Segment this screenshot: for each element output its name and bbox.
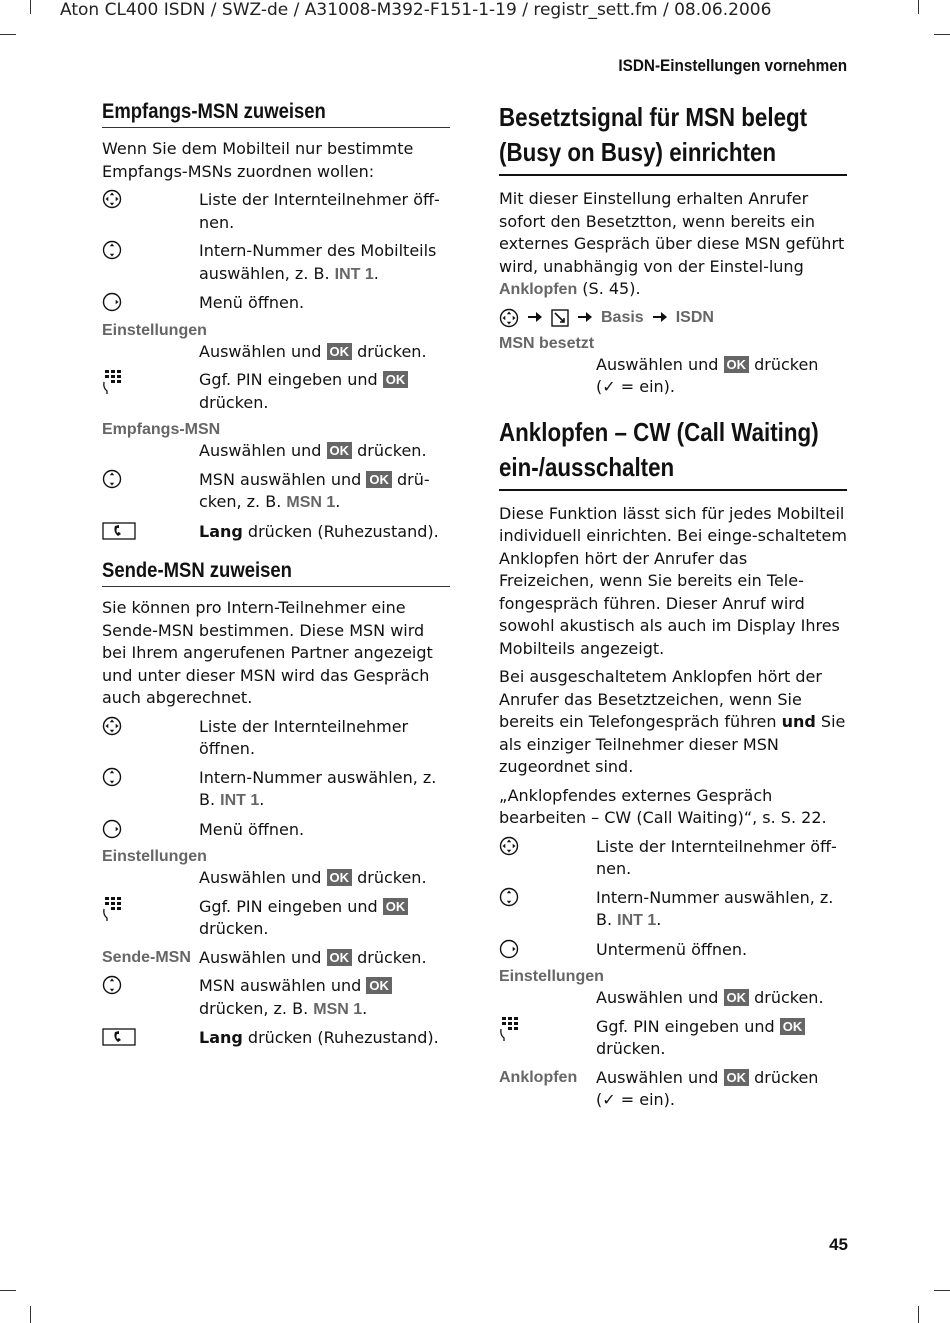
end-call-icon <box>102 521 199 541</box>
heading-busy-on-busy: Besetztsignal für MSN belegt (Busy on Busy) einrichten <box>499 100 847 176</box>
paragraph: Diese Funktion lässt sich für jedes Mobilteil individuell einrichten. Bei einge-schaltetem Anklopfen hört der Anrufer das Freizeichen, wenn Sie bereits ein Tele-fongespräch führen. Dieser Anruf wird sowohl akustisch als auch im Display Ihres Mobilteils angezeigt. <box>499 503 847 658</box>
step-row <box>102 469 450 515</box>
step-row <box>102 240 450 286</box>
ok-key: OK <box>327 343 353 360</box>
menu-label-msn-besetzt: MSN besetzt <box>499 334 595 352</box>
document-info-header: Aton CL400 ISDN / SWZ-de / A31008-M392-F151-1-19 / registr_sett.fm / 08.06.2006 <box>60 0 772 20</box>
nav-key-icon <box>499 308 519 328</box>
paragraph: „Anklopfendes externes Gespräch bearbeiten – CW (Call Waiting)“, s. S. 22. <box>499 785 827 827</box>
ok-key: OK <box>327 442 353 459</box>
crop-mark <box>0 1290 16 1291</box>
step-text: Auswählen und OK drücken. <box>199 441 427 460</box>
left-column <box>102 100 450 1056</box>
paragraph: Bei ausgeschaltetem Anklopfen hört der Anrufer das Besetztzeichen, wenn Sie bereits ein Telefongespräch führen und Sie als einziger Teilnehmer dieser MSN zugeordnet sind. <box>499 667 846 776</box>
step-row <box>102 369 450 414</box>
keypad-icon <box>102 369 199 395</box>
step-row <box>102 947 450 970</box>
nav-key-icon <box>499 939 596 959</box>
ok-key: OK <box>366 977 392 994</box>
step-text: MSN auswählen und OK drücken, z. B. MSN 1. <box>199 975 450 1021</box>
nav-key-icon <box>102 189 199 209</box>
arrow-icon <box>527 308 543 327</box>
nav-key-icon <box>102 767 199 787</box>
nav-key-icon <box>499 887 596 907</box>
step-row <box>499 987 847 1010</box>
ok-key: OK <box>724 1069 750 1086</box>
step-text: Auswählen und OK drücken. <box>199 947 427 967</box>
step-row <box>102 189 450 234</box>
arrow-icon <box>652 308 668 327</box>
crop-mark <box>934 1290 950 1291</box>
step-text: Auswählen und OK drücken. <box>596 988 824 1007</box>
navigation-path <box>499 308 847 328</box>
step-text: MSN auswählen und OK drü-cken, z. B. MSN 1. <box>199 469 430 511</box>
step-text: Lang drücken (Ruhezustand). <box>199 521 439 541</box>
nav-key-icon <box>102 819 199 839</box>
step-row <box>499 836 847 881</box>
step-row <box>499 354 847 399</box>
step-text: Auswählen und OK drücken. <box>199 341 427 361</box>
display-text: INT 1 <box>617 912 657 929</box>
arrow-icon <box>577 308 593 327</box>
ok-key: OK <box>366 471 392 488</box>
intro-text: Mit dieser Einstellung erhalten Anrufer sofort den Besetztton, wenn bereits ein externes Gespräch über diese MSN geführt wird, unabhängig von der Einstel-lung Anklopfen (S. 45). <box>499 189 845 298</box>
section-title: ISDN-Einstellungen vornehmen <box>618 56 847 75</box>
ok-key: OK <box>780 1018 806 1035</box>
step-row <box>102 716 450 761</box>
display-text: Anklopfen <box>499 281 578 298</box>
menu-label-einstellungen: Einstellungen <box>102 848 207 865</box>
keypad-icon <box>102 896 199 922</box>
ok-key: OK <box>724 989 750 1006</box>
checkmark-icon: ✓ <box>602 1090 616 1109</box>
step-text: Intern-Nummer des Mobilteils auswählen, z. B. INT 1. <box>199 241 437 283</box>
step-row <box>102 975 450 1021</box>
step-text: Auswählen und OK drücken (✓ = ein). <box>596 354 819 396</box>
intro-text: Sie können pro Intern-Teilnehmer eine Sende-MSN bestimmen. Diese MSN wird bei Ihrem angerufenen Partner angezeigt und unter dieser MSN wird das Gespräch auch abgerechnet. <box>102 598 433 707</box>
step-text: Intern-Nummer auswählen, z. B. INT 1. <box>596 887 834 929</box>
menu-label-einstellungen: Einstellungen <box>499 968 604 985</box>
step-text: Menü öffnen. <box>199 293 305 312</box>
crop-mark <box>918 1306 919 1323</box>
menu-label-empfangs-msn: Empfangs-MSN <box>102 421 221 438</box>
step-row <box>499 939 847 962</box>
display-text: MSN 1 <box>286 494 336 511</box>
step-row <box>102 867 450 890</box>
display-text: MSN 1 <box>313 1000 363 1018</box>
keypad-icon <box>499 1016 596 1042</box>
step-row <box>102 819 450 842</box>
end-call-icon <box>102 1027 199 1047</box>
step-text: Untermenü öffnen. <box>596 939 748 959</box>
page-number: 45 <box>829 1235 848 1254</box>
heading-empfangs-msn: Empfangs-MSN zuweisen <box>102 100 450 128</box>
step-row <box>102 440 450 463</box>
ok-key: OK <box>383 371 409 388</box>
step-text: Ggf. PIN eingeben und OK drücken. <box>199 896 450 941</box>
step-text: Lang drücken (Ruhezustand). <box>199 1028 439 1047</box>
step-row <box>102 521 450 544</box>
crop-mark <box>30 0 31 14</box>
step-row <box>102 341 450 364</box>
ok-key: OK <box>383 898 409 915</box>
nav-key-icon <box>102 716 199 736</box>
step-row <box>102 292 450 315</box>
nav-key-icon <box>102 240 199 260</box>
menu-label-einstellungen: Einstellungen <box>102 321 207 339</box>
menu-item-isdn: ISDN <box>675 308 714 326</box>
nav-key-icon <box>102 292 199 312</box>
heading-anklopfen: Anklopfen – CW (Call Waiting) ein-/ausschalten <box>499 415 847 491</box>
heading-sende-msn: Sende-MSN zuweisen <box>102 559 450 587</box>
crop-mark <box>30 1306 31 1323</box>
menu-label-anklopfen: Anklopfen <box>499 1068 578 1086</box>
checkmark-icon: ✓ <box>602 377 616 396</box>
menu-item-basis: Basis <box>601 308 644 326</box>
step-row <box>102 1027 450 1050</box>
step-text: Ggf. PIN eingeben und OK drücken. <box>199 369 450 414</box>
nav-key-icon <box>102 469 199 489</box>
step-row <box>499 1067 847 1112</box>
step-text: Menü öffnen. <box>199 819 305 839</box>
nav-key-icon <box>102 975 199 995</box>
step-text: Auswählen und OK drücken. <box>199 868 427 887</box>
step-text: Liste der Internteilnehmer öff-nen. <box>199 190 440 232</box>
step-row <box>499 887 847 933</box>
nav-key-icon <box>499 836 596 856</box>
step-text: Auswählen und OK drücken (✓ = ein). <box>596 1067 819 1109</box>
ok-key: OK <box>724 356 750 373</box>
step-text: Ggf. PIN eingeben und OK drücken. <box>596 1016 847 1061</box>
intro-text: Wenn Sie dem Mobilteil nur bestimmte Empfangs-MSNs zuordnen wollen: <box>102 139 414 181</box>
step-row <box>102 767 450 813</box>
right-column <box>499 100 847 1118</box>
step-text: Intern-Nummer auswählen, z. B. INT 1. <box>199 767 437 809</box>
settings-menu-icon <box>551 309 569 327</box>
crop-mark <box>934 34 950 35</box>
step-row <box>499 1016 847 1061</box>
display-text: INT 1 <box>334 265 374 283</box>
step-text: Liste der Internteilnehmer öff-nen. <box>596 836 837 878</box>
display-text: INT 1 <box>220 792 260 809</box>
step-text: Liste der Internteilnehmer öffnen. <box>199 716 409 758</box>
crop-mark <box>0 34 16 35</box>
crop-mark <box>918 0 919 14</box>
step-row <box>102 896 450 941</box>
ok-key: OK <box>327 949 353 966</box>
ok-key: OK <box>327 869 353 886</box>
menu-label-sende-msn: Sende-MSN <box>102 948 191 966</box>
